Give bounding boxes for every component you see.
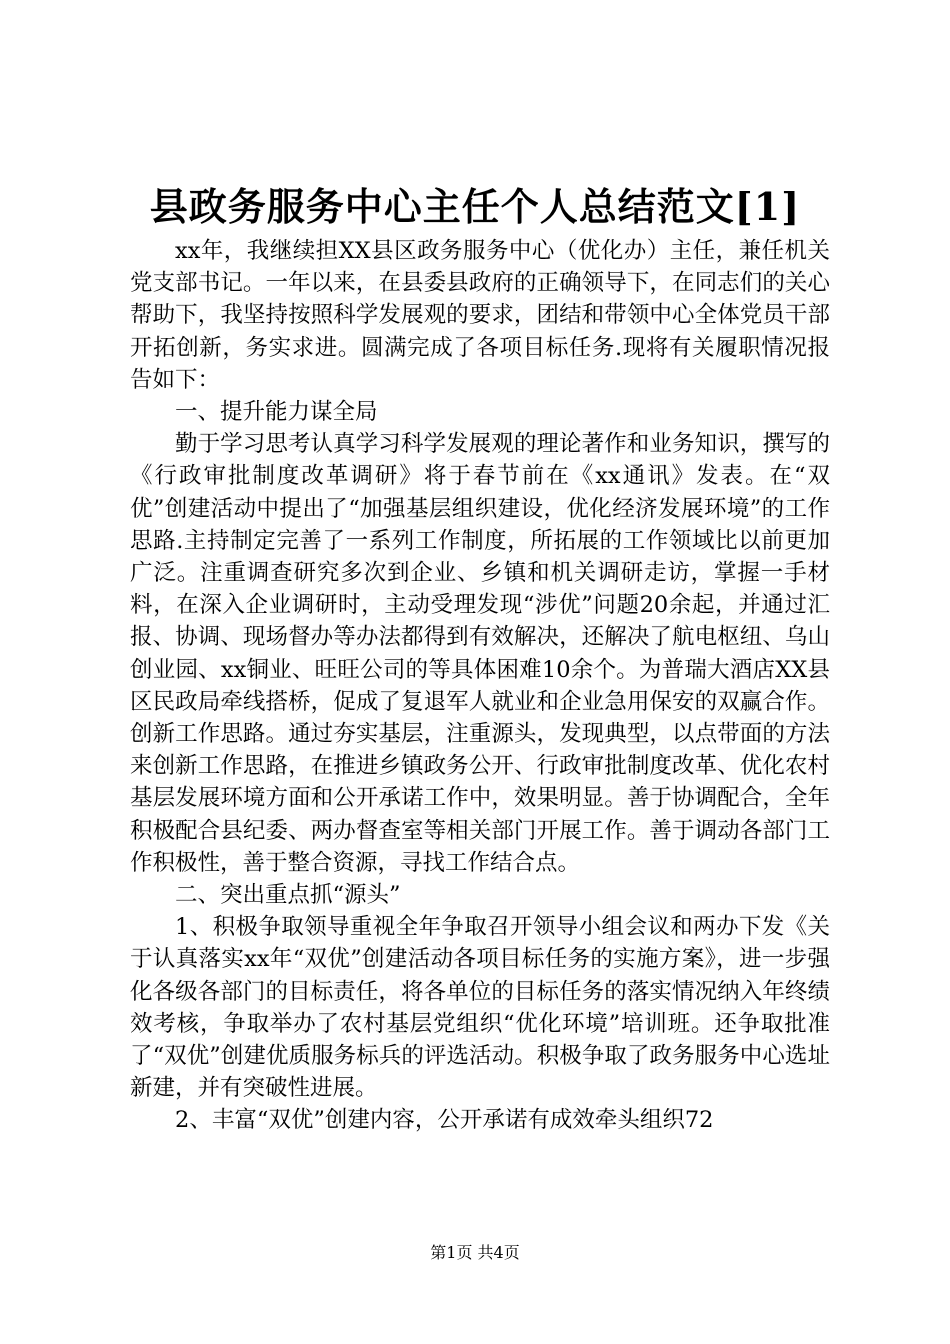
- paragraph-item-1: 1、积极争取领导重视全年争取召开领导小组会议和两办下发《关于认真落实xx年“双优”创建活动各项目标任务的实施方案》，进一步强化各级各部门的目标责任，将各单位的目标任务的落实情况纳入年终绩效考核，争取举办了农村基层党组织“优化环境”培训班。还争取批准了“双优”创建优质服务标兵的评选活动。积极争取了政务服务中心选址新建，并有突破性进展。: [130, 914, 830, 1102]
- paragraph-section-1: 勤于学习思考认真学习科学发展观的理论著作和业务知识，撰写的《行政审批制度改革调研》将于春节前在《xx通讯》发表。在“双优”创建活动中提出了“加强基层组织建设，优化经济发展环境”的工作思路.主持制定完善了一系列工作制度，所拓展的工作领域比以前更加广泛。注重调查研究多次到企业、乡镇和机关调研走访，掌握一手材料，在深入企业调研时，主动受理发现“涉优”问题20余起，并通过汇报、协调、现场督办等办法都得到有效解决，还解决了航电枢纽、乌山创业园、xx铜业、旺旺公司的等具体困难10余个。为普瑞大酒店XX县区民政局牵线搭桥，促成了复退军人就业和企业急用保安的双赢合作。创新工作思路。通过夯实基层，注重源头，发现典型，以点带面的方法来创新工作思路，在推进乡镇政务公开、行政审批制度改革、优化农村基层发展环境方面和公开承诺工作中，效果明显。善于协调配合，全年积极配合县纪委、两办督查室等相关部门开展工作。善于调动各部门工作积极性，善于整合资源，寻找工作结合点。: [130, 431, 830, 876]
- page-number-footer: 第1页 共4页: [430, 1243, 520, 1262]
- document-body: [130, 235, 830, 1137]
- paragraph-item-2: 2、丰富“双优”创建内容，公开承诺有成效牵头组织72: [175, 1107, 714, 1134]
- section-heading-1: 一、提升能力谋全局: [175, 399, 378, 426]
- section-heading-2: 二、突出重点抓“源头”: [175, 882, 401, 909]
- document-title: 县政务服务中心主任个人总结范文[1]: [149, 184, 801, 229]
- paragraph-intro: xx年，我继续担XX县区政务服务中心（优化办）主任，兼任机关党支部书记。一年以来，在县委县政府的正确领导下，在同志们的关心帮助下，我坚持按照科学发展观的要求，团结和带领中心全体党员干部开拓创新，务实求进。圆满完成了各项目标任务.现将有关履职情况报告如下：: [130, 238, 830, 393]
